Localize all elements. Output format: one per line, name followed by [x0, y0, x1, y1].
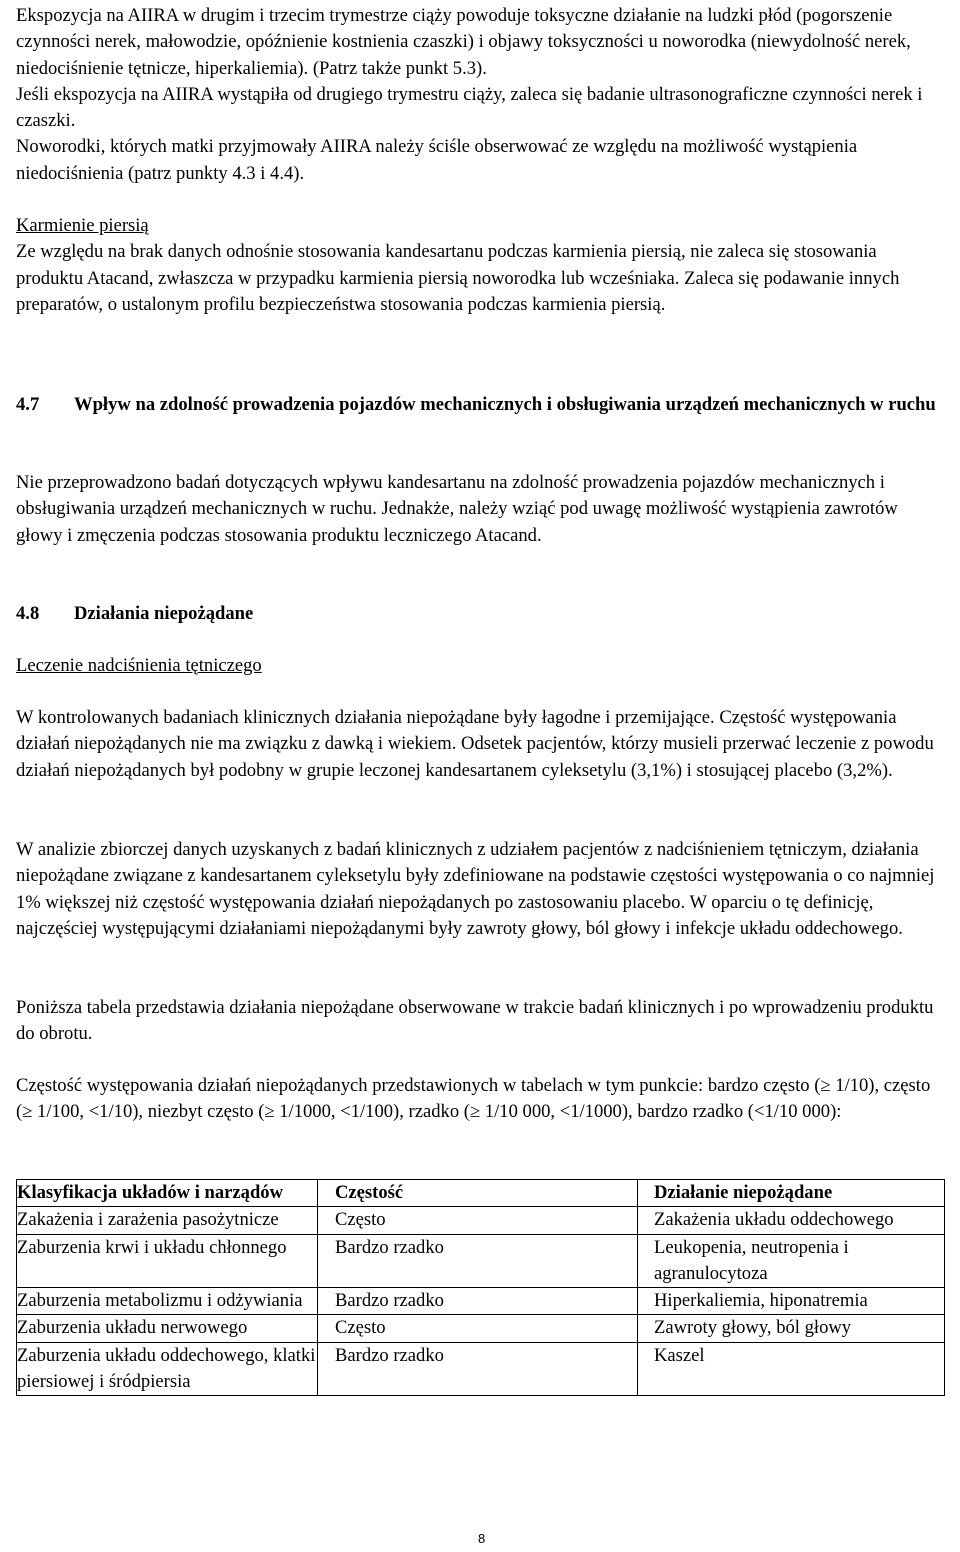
pregnancy-paragraph-3: Noworodki, których matki przyjmowały AIIRA należy ściśle obserwować ze względu na możliwość wystąpienia niedociśnienia (patrz punkty 4.3 i 4.4).: [16, 136, 858, 184]
section-4-8-title: Działania niepożądane: [74, 603, 254, 624]
section-4-8-heading: [16, 601, 946, 627]
reaction-cell: Hiperkaliemia, hiponatremia: [638, 1288, 945, 1315]
section-4-7-body: [16, 470, 946, 549]
adverse-reactions-table: [16, 1179, 945, 1396]
reaction-cell: Zawroty głowy, ból głowy: [638, 1315, 945, 1342]
frequency-cell: Bardzo rzadko: [318, 1288, 638, 1315]
frequency-definitions-paragraph: Częstość występowania działań niepożądanych przedstawionych w tabelach w tym punkcie: bardzo często (≥ 1/10), często (≥ 1/100, <1/10), niezbyt często (≥ 1/1000, <1/100), rzadko (≥ 1/10 000, <1/1000), bardzo rzadko (<1/10 000):: [16, 1075, 931, 1123]
section-4-8-paragraph-3: Poniższa tabela przedstawia działania niepożądane obserwowane w trakcie badań klinicznych i po wprowadzeniu produktu do obrotu.: [16, 997, 934, 1045]
breastfeeding-section: [16, 213, 946, 318]
header-frequency: Częstość: [318, 1180, 638, 1207]
section-4-8-number: 4.8: [16, 603, 40, 624]
organ-class-cell: Zakażenia i zarażenia pasożytnicze: [17, 1207, 318, 1234]
section-4-7-heading: [16, 392, 946, 418]
reaction-cell: Zakażenia układu oddechowego: [638, 1207, 945, 1234]
hypertension-subheading: Leczenie nadciśnienia tętniczego: [16, 655, 262, 676]
section-4-8-paragraph-2: W analizie zbiorczej danych uzyskanych z badań klinicznych z udziałem pacjentów z nadciśnieniem tętniczym, działania niepożądane związane z kandesartanem cyleksetylu były zdefiniowane na podstawie częstości występowania o co najmniej 1% większej niż częstość występowania działań niepożądanych po zastosowaniu placebo. W oparciu o tę definicję, najczęściej występującymi działaniami niepożądanymi były zawroty głowy, ból głowy i infekcje układu oddechowego.: [16, 839, 935, 939]
section-4-8-paragraph-1-block: [16, 705, 946, 784]
section-4-7-paragraph: Nie przeprowadzono badań dotyczących wpływu kandesartanu na zdolność prowadzenia pojazdów mechanicznych i obsługiwania urządzeń mechanicznych w ruchu. Jednakże, należy wziąć pod uwagę możliwość wystąpienia zawrotów głowy i zmęczenia podczas stosowania produktu leczniczego Atacand.: [16, 472, 898, 546]
organ-class-cell: Zaburzenia układu nerwowego: [17, 1315, 318, 1342]
table-header-row: [17, 1180, 945, 1207]
frequency-cell: Często: [318, 1315, 638, 1342]
table-row: [17, 1234, 945, 1288]
frequency-cell: Często: [318, 1207, 638, 1234]
reaction-cell: Kaszel: [638, 1342, 945, 1396]
table-row: [17, 1288, 945, 1315]
organ-class-cell: Zaburzenia krwi i układu chłonnego: [17, 1234, 318, 1288]
pregnancy-paragraph-1: Ekspozycja na AIIRA w drugim i trzecim trymestrze ciąży powoduje toksyczne działanie na ludzki płód (pogorszenie czynności nerek, małowodzie, opóźnienie kostnienia czaszki) i objawy toksyczności u noworodka (niewydolność nerek, niedociśnienie tętnicze, hiperkaliemia). (Patrz także punkt 5.3).: [16, 5, 911, 79]
section-4-8-paragraph-2-block: [16, 837, 946, 942]
organ-class-cell: Zaburzenia metabolizmu i odżywiania: [17, 1288, 318, 1315]
section-4-8-paragraph-3-block: [16, 995, 946, 1048]
page-number: 8: [478, 1531, 486, 1546]
table-row: [17, 1207, 945, 1234]
pregnancy-paragraph-2: Jeśli ekspozycja na AIIRA wystąpiła od drugiego trymestru ciąży, zaleca się badanie ultrasonograficzne czynności nerek i czaszki.: [16, 83, 923, 132]
table-row: [17, 1315, 945, 1342]
pregnancy-section: [16, 3, 946, 187]
section-4-8-paragraph-4-block: [16, 1073, 946, 1126]
header-adverse-reaction: Działanie niepożądane: [638, 1180, 945, 1207]
frequency-cell: Bardzo rzadko: [318, 1234, 638, 1288]
section-4-7-number: 4.7: [16, 394, 40, 415]
organ-class-cell: Zaburzenia układu oddechowego, klatki piersiowej i śródpiersia: [17, 1342, 318, 1396]
breastfeeding-heading: Karmienie piersią: [16, 215, 149, 236]
reaction-cell: Leukopenia, neutropenia i agranulocytoza: [638, 1234, 945, 1288]
frequency-cell: Bardzo rzadko: [318, 1342, 638, 1396]
table-row: [17, 1342, 945, 1396]
section-4-8-paragraph-1: W kontrolowanych badaniach klinicznych działania niepożądane były łagodne i przemijające. Częstość występowania działań niepożądanych nie ma związku z dawką i wiekiem. Odsetek pacjentów, którzy musieli przerwać leczenie z powodu działań niepożądanych był podobny w grupie leczonej kandesartanem cyleksetylu (3,1%) i stosującej placebo (3,2%).: [16, 707, 934, 781]
header-organ-class: Klasyfikacja układów i narządów: [17, 1180, 318, 1207]
section-4-7-title: Wpływ na zdolność prowadzenia pojazdów mechanicznych i obsługiwania urządzeń mechanicznych w ruchu: [74, 394, 936, 415]
breastfeeding-paragraph: Ze względu na brak danych odnośnie stosowania kandesartanu podczas karmienia piersią, nie zaleca się stosowania produktu Atacand, zwłaszcza w przypadku karmienia piersią noworodka lub wcześniaka. Zaleca się podawanie innych preparatów, o ustalonym profilu bezpieczeństwa stosowania podczas karmienia piersią.: [16, 241, 900, 315]
